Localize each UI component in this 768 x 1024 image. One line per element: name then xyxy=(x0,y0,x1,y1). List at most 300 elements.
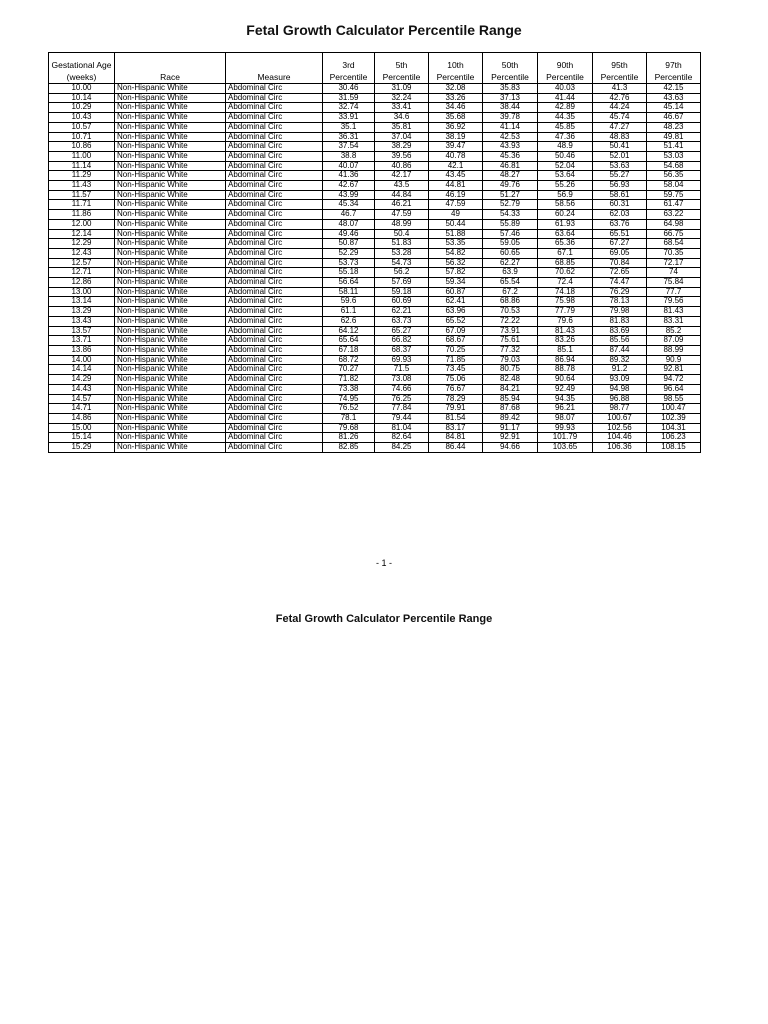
table-cell: Non-Hispanic White xyxy=(115,316,226,326)
table-cell: 38.29 xyxy=(375,142,429,152)
table-cell: 59.6 xyxy=(323,297,375,307)
table-cell: 63.96 xyxy=(429,307,483,317)
table-cell: 62.03 xyxy=(593,210,647,220)
table-cell: Abdominal Circ xyxy=(226,258,323,268)
table-cell: 45.34 xyxy=(323,200,375,210)
table-cell: 74 xyxy=(647,268,701,278)
table-row xyxy=(49,84,701,94)
table-cell: 12.86 xyxy=(49,278,115,288)
table-cell: 70.27 xyxy=(323,365,375,375)
table-row xyxy=(49,413,701,423)
table-cell: 60.31 xyxy=(593,200,647,210)
table-cell: Non-Hispanic White xyxy=(115,404,226,414)
table-cell: 54.33 xyxy=(483,210,538,220)
table-cell: 62.21 xyxy=(375,307,429,317)
table-cell: 52.01 xyxy=(593,151,647,161)
table-cell: 59.05 xyxy=(483,239,538,249)
table-cell: Non-Hispanic White xyxy=(115,122,226,132)
table-cell: 96.21 xyxy=(538,404,593,414)
table-row xyxy=(49,200,701,210)
table-cell: 13.86 xyxy=(49,345,115,355)
table-cell: 72.4 xyxy=(538,278,593,288)
table-cell: 52.29 xyxy=(323,248,375,258)
table-cell: 50.46 xyxy=(538,151,593,161)
table-cell: 73.08 xyxy=(375,375,429,385)
table-cell: 35.81 xyxy=(375,122,429,132)
table-cell: Abdominal Circ xyxy=(226,248,323,258)
table-cell: 79.03 xyxy=(483,355,538,365)
table-cell: 43.93 xyxy=(483,142,538,152)
table-cell: 68.85 xyxy=(538,258,593,268)
table-cell: 83.69 xyxy=(593,326,647,336)
table-cell: Non-Hispanic White xyxy=(115,84,226,94)
table-cell: 76.29 xyxy=(593,287,647,297)
table-cell: 41.14 xyxy=(483,122,538,132)
table-cell: 12.00 xyxy=(49,219,115,229)
table-row xyxy=(49,278,701,288)
table-cell: 13.43 xyxy=(49,316,115,326)
table-cell: 46.81 xyxy=(483,161,538,171)
table-cell: Abdominal Circ xyxy=(226,151,323,161)
table-cell: 44.24 xyxy=(593,103,647,113)
table-cell: 12.71 xyxy=(49,268,115,278)
table-cell: Abdominal Circ xyxy=(226,316,323,326)
table-cell: 43.63 xyxy=(647,93,701,103)
table-cell: 98.07 xyxy=(538,413,593,423)
column-header: 95th Percentile xyxy=(593,53,647,84)
table-cell: 33.91 xyxy=(323,113,375,123)
table-cell: 69.93 xyxy=(375,355,429,365)
table-cell: 76.52 xyxy=(323,404,375,414)
table-cell: 72.17 xyxy=(647,258,701,268)
table-cell: Non-Hispanic White xyxy=(115,336,226,346)
table-cell: 46.7 xyxy=(323,210,375,220)
table-cell: Non-Hispanic White xyxy=(115,345,226,355)
table-cell: Abdominal Circ xyxy=(226,297,323,307)
table-cell: 100.47 xyxy=(647,404,701,414)
table-cell: 89.42 xyxy=(483,413,538,423)
table-cell: 68.67 xyxy=(429,336,483,346)
table-cell: 65.27 xyxy=(375,326,429,336)
table-cell: Abdominal Circ xyxy=(226,336,323,346)
table-cell: 60.87 xyxy=(429,287,483,297)
table-cell: 62.41 xyxy=(429,297,483,307)
table-cell: 11.86 xyxy=(49,210,115,220)
table-cell: 79.56 xyxy=(647,297,701,307)
table-cell: Abdominal Circ xyxy=(226,122,323,132)
table-cell: 53.03 xyxy=(647,151,701,161)
table-cell: 45.74 xyxy=(593,113,647,123)
table-cell: 48.23 xyxy=(647,122,701,132)
table-cell: 77.84 xyxy=(375,404,429,414)
table-cell: 92.49 xyxy=(538,384,593,394)
table-cell: 85.94 xyxy=(483,394,538,404)
table-cell: 70.25 xyxy=(429,345,483,355)
table-cell: 13.57 xyxy=(49,326,115,336)
table-cell: Non-Hispanic White xyxy=(115,103,226,113)
table-cell: 68.37 xyxy=(375,345,429,355)
table-cell: 49.81 xyxy=(647,132,701,142)
table-cell: 45.14 xyxy=(647,103,701,113)
table-row xyxy=(49,423,701,433)
table-cell: 47.59 xyxy=(429,200,483,210)
table-cell: 101.79 xyxy=(538,433,593,443)
table-cell: 90.64 xyxy=(538,375,593,385)
table-cell: 83.26 xyxy=(538,336,593,346)
table-cell: 106.23 xyxy=(647,433,701,443)
table-cell: 48.99 xyxy=(375,219,429,229)
table-cell: 49.76 xyxy=(483,181,538,191)
table-cell: 11.57 xyxy=(49,190,115,200)
table-cell: Non-Hispanic White xyxy=(115,93,226,103)
table-cell: 68.54 xyxy=(647,239,701,249)
table-cell: 86.44 xyxy=(429,443,483,453)
table-cell: 49 xyxy=(429,210,483,220)
table-cell: 10.71 xyxy=(49,132,115,142)
table-cell: 53.64 xyxy=(538,171,593,181)
table-cell: 67.27 xyxy=(593,239,647,249)
table-cell: 53.28 xyxy=(375,248,429,258)
table-cell: 48.27 xyxy=(483,171,538,181)
table-cell: 73.45 xyxy=(429,365,483,375)
table-cell: 12.57 xyxy=(49,258,115,268)
table-cell: 79.44 xyxy=(375,413,429,423)
table-cell: Abdominal Circ xyxy=(226,132,323,142)
table-cell: 37.54 xyxy=(323,142,375,152)
table-cell: Abdominal Circ xyxy=(226,210,323,220)
table-cell: 73.38 xyxy=(323,384,375,394)
table-cell: Abdominal Circ xyxy=(226,365,323,375)
table-cell: 81.43 xyxy=(538,326,593,336)
table-cell: Non-Hispanic White xyxy=(115,365,226,375)
table-cell: 32.08 xyxy=(429,84,483,94)
table-cell: 59.34 xyxy=(429,278,483,288)
table-cell: 77.79 xyxy=(538,307,593,317)
table-cell: Non-Hispanic White xyxy=(115,258,226,268)
table-row xyxy=(49,326,701,336)
table-cell: 78.13 xyxy=(593,297,647,307)
table-cell: Abdominal Circ xyxy=(226,171,323,181)
table-cell: 14.29 xyxy=(49,375,115,385)
table-row xyxy=(49,384,701,394)
table-cell: 51.41 xyxy=(647,142,701,152)
table-cell: 65.54 xyxy=(483,278,538,288)
column-header: 10th Percentile xyxy=(429,53,483,84)
table-cell: 60.24 xyxy=(538,210,593,220)
table-cell: 75.61 xyxy=(483,336,538,346)
table-cell: 65.51 xyxy=(593,229,647,239)
table-cell: 51.27 xyxy=(483,190,538,200)
table-cell: 53.73 xyxy=(323,258,375,268)
table-cell: 42.76 xyxy=(593,93,647,103)
table-cell: 48.83 xyxy=(593,132,647,142)
table-cell: 14.71 xyxy=(49,404,115,414)
table-cell: 55.89 xyxy=(483,219,538,229)
table-cell: 78.29 xyxy=(429,394,483,404)
table-cell: 74.18 xyxy=(538,287,593,297)
table-cell: 42.67 xyxy=(323,181,375,191)
table-row xyxy=(49,316,701,326)
table-cell: 75.84 xyxy=(647,278,701,288)
table-cell: 92.91 xyxy=(483,433,538,443)
table-cell: 48.07 xyxy=(323,219,375,229)
table-cell: 63.64 xyxy=(538,229,593,239)
table-cell: 58.61 xyxy=(593,190,647,200)
table-cell: 69.05 xyxy=(593,248,647,258)
table-cell: 50.87 xyxy=(323,239,375,249)
table-cell: 41.36 xyxy=(323,171,375,181)
table-cell: Non-Hispanic White xyxy=(115,394,226,404)
table-cell: 45.85 xyxy=(538,122,593,132)
table-cell: Abdominal Circ xyxy=(226,268,323,278)
table-cell: 50.4 xyxy=(375,229,429,239)
table-cell: 12.29 xyxy=(49,239,115,249)
table-cell: 94.35 xyxy=(538,394,593,404)
table-cell: 33.26 xyxy=(429,93,483,103)
table-cell: 81.26 xyxy=(323,433,375,443)
table-row xyxy=(49,365,701,375)
table-cell: 67.18 xyxy=(323,345,375,355)
table-cell: Non-Hispanic White xyxy=(115,161,226,171)
table-cell: 91.17 xyxy=(483,423,538,433)
table-cell: 61.1 xyxy=(323,307,375,317)
table-cell: Abdominal Circ xyxy=(226,200,323,210)
table-cell: 32.74 xyxy=(323,103,375,113)
table-cell: 58.04 xyxy=(647,181,701,191)
table-cell: Non-Hispanic White xyxy=(115,113,226,123)
percentile-table xyxy=(48,52,701,453)
table-cell: 61.93 xyxy=(538,219,593,229)
column-header: 97th Percentile xyxy=(647,53,701,84)
table-cell: 58.11 xyxy=(323,287,375,297)
table-cell: 46.19 xyxy=(429,190,483,200)
table-cell: 70.53 xyxy=(483,307,538,317)
table-row xyxy=(49,355,701,365)
table-cell: 94.72 xyxy=(647,375,701,385)
table-cell: Non-Hispanic White xyxy=(115,210,226,220)
table-cell: 80.75 xyxy=(483,365,538,375)
table-cell: 36.92 xyxy=(429,122,483,132)
table-cell: 72.22 xyxy=(483,316,538,326)
table-cell: Abdominal Circ xyxy=(226,190,323,200)
table-cell: 79.91 xyxy=(429,404,483,414)
table-cell: 81.54 xyxy=(429,413,483,423)
table-cell: 81.43 xyxy=(647,307,701,317)
table-row xyxy=(49,248,701,258)
table-row xyxy=(49,345,701,355)
table-cell: 10.29 xyxy=(49,103,115,113)
table-cell: Non-Hispanic White xyxy=(115,229,226,239)
table-cell: 43.99 xyxy=(323,190,375,200)
table-cell: 67.1 xyxy=(538,248,593,258)
table-cell: 94.98 xyxy=(593,384,647,394)
table-cell: 34.6 xyxy=(375,113,429,123)
table-cell: 82.48 xyxy=(483,375,538,385)
table-cell: 42.15 xyxy=(647,84,701,94)
table-row xyxy=(49,171,701,181)
table-cell: 38.8 xyxy=(323,151,375,161)
table-row xyxy=(49,219,701,229)
table-cell: 39.47 xyxy=(429,142,483,152)
table-cell: 100.67 xyxy=(593,413,647,423)
table-cell: 58.56 xyxy=(538,200,593,210)
table-cell: 62.27 xyxy=(483,258,538,268)
table-cell: 43.45 xyxy=(429,171,483,181)
table-cell: 32.24 xyxy=(375,93,429,103)
table-cell: 76.25 xyxy=(375,394,429,404)
table-cell: 10.86 xyxy=(49,142,115,152)
table-cell: 54.73 xyxy=(375,258,429,268)
table-cell: 66.82 xyxy=(375,336,429,346)
table-cell: 42.17 xyxy=(375,171,429,181)
table-cell: Abdominal Circ xyxy=(226,181,323,191)
table-cell: Abdominal Circ xyxy=(226,103,323,113)
table-cell: 42.89 xyxy=(538,103,593,113)
table-cell: Non-Hispanic White xyxy=(115,278,226,288)
table-cell: 73.91 xyxy=(483,326,538,336)
table-cell: Abdominal Circ xyxy=(226,287,323,297)
table-cell: 74.66 xyxy=(375,384,429,394)
table-cell: 52.04 xyxy=(538,161,593,171)
column-header: Measure xyxy=(226,53,323,84)
table-row xyxy=(49,190,701,200)
table-cell: 82.85 xyxy=(323,443,375,453)
table-cell: Non-Hispanic White xyxy=(115,132,226,142)
column-header: 3rd Percentile xyxy=(323,53,375,84)
table-cell: 64.12 xyxy=(323,326,375,336)
table-cell: 84.25 xyxy=(375,443,429,453)
table-cell: 71.5 xyxy=(375,365,429,375)
column-header: 5th Percentile xyxy=(375,53,429,84)
table-cell: 55.18 xyxy=(323,268,375,278)
table-cell: 85.56 xyxy=(593,336,647,346)
table-row xyxy=(49,375,701,385)
table-cell: 68.72 xyxy=(323,355,375,365)
table-cell: Non-Hispanic White xyxy=(115,355,226,365)
table-cell: 11.00 xyxy=(49,151,115,161)
table-row xyxy=(49,239,701,249)
table-cell: 11.14 xyxy=(49,161,115,171)
table-cell: Non-Hispanic White xyxy=(115,287,226,297)
table-cell: 93.09 xyxy=(593,375,647,385)
table-row xyxy=(49,122,701,132)
table-cell: Abdominal Circ xyxy=(226,307,323,317)
table-cell: 71.82 xyxy=(323,375,375,385)
table-cell: 98.77 xyxy=(593,404,647,414)
table-cell: 88.99 xyxy=(647,345,701,355)
table-cell: Non-Hispanic White xyxy=(115,307,226,317)
table-cell: Abdominal Circ xyxy=(226,433,323,443)
table-row xyxy=(49,161,701,171)
table-cell: 81.04 xyxy=(375,423,429,433)
table-cell: 51.88 xyxy=(429,229,483,239)
table-cell: 68.86 xyxy=(483,297,538,307)
table-cell: 65.52 xyxy=(429,316,483,326)
table-cell: 14.14 xyxy=(49,365,115,375)
table-cell: 92.81 xyxy=(647,365,701,375)
table-cell: 83.31 xyxy=(647,316,701,326)
table-cell: 15.29 xyxy=(49,443,115,453)
table-cell: 63.9 xyxy=(483,268,538,278)
table-cell: 50.44 xyxy=(429,219,483,229)
table-cell: 44.84 xyxy=(375,190,429,200)
table-cell: 42.53 xyxy=(483,132,538,142)
table-cell: 47.36 xyxy=(538,132,593,142)
table-cell: 70.35 xyxy=(647,248,701,258)
table-cell: 50.41 xyxy=(593,142,647,152)
table-row xyxy=(49,394,701,404)
table-cell: 40.03 xyxy=(538,84,593,94)
table-row xyxy=(49,443,701,453)
page-number: - 1 - xyxy=(375,558,392,568)
table-cell: Non-Hispanic White xyxy=(115,200,226,210)
table-cell: 11.71 xyxy=(49,200,115,210)
table-cell: 87.68 xyxy=(483,404,538,414)
table-cell: Abdominal Circ xyxy=(226,239,323,249)
table-cell: 99.93 xyxy=(538,423,593,433)
table-cell: 37.04 xyxy=(375,132,429,142)
table-cell: 13.00 xyxy=(49,287,115,297)
table-cell: 64.98 xyxy=(647,219,701,229)
table-cell: 104.46 xyxy=(593,433,647,443)
table-cell: 13.29 xyxy=(49,307,115,317)
table-cell: 65.64 xyxy=(323,336,375,346)
table-cell: Non-Hispanic White xyxy=(115,151,226,161)
table-cell: 74.47 xyxy=(593,278,647,288)
table-cell: 75.06 xyxy=(429,375,483,385)
table-cell: 86.94 xyxy=(538,355,593,365)
table-cell: 94.66 xyxy=(483,443,538,453)
table-cell: Non-Hispanic White xyxy=(115,384,226,394)
table-row xyxy=(49,297,701,307)
table-cell: 41.3 xyxy=(593,84,647,94)
table-cell: 15.00 xyxy=(49,423,115,433)
table-cell: Abdominal Circ xyxy=(226,355,323,365)
table-row xyxy=(49,258,701,268)
table-cell: 67.2 xyxy=(483,287,538,297)
table-cell: 54.68 xyxy=(647,161,701,171)
table-cell: 14.43 xyxy=(49,384,115,394)
table-cell: Non-Hispanic White xyxy=(115,413,226,423)
table-cell: 53.63 xyxy=(593,161,647,171)
table-cell: 39.56 xyxy=(375,151,429,161)
table-cell: 55.26 xyxy=(538,181,593,191)
table-row xyxy=(49,113,701,123)
table-cell: 63.76 xyxy=(593,219,647,229)
table-cell: 77.32 xyxy=(483,345,538,355)
table-cell: 87.44 xyxy=(593,345,647,355)
table-cell: Abdominal Circ xyxy=(226,93,323,103)
table-cell: Non-Hispanic White xyxy=(115,181,226,191)
table-cell: 57.69 xyxy=(375,278,429,288)
table-cell: 83.17 xyxy=(429,423,483,433)
table-cell: 87.09 xyxy=(647,336,701,346)
table-row xyxy=(49,433,701,443)
table-cell: Non-Hispanic White xyxy=(115,326,226,336)
table-cell: 47.59 xyxy=(375,210,429,220)
table-cell: 89.32 xyxy=(593,355,647,365)
table-cell: 43.5 xyxy=(375,181,429,191)
table-cell: 46.67 xyxy=(647,113,701,123)
table-cell: Abdominal Circ xyxy=(226,219,323,229)
table-cell: 71.85 xyxy=(429,355,483,365)
table-cell: Abdominal Circ xyxy=(226,326,323,336)
table-cell: 79.68 xyxy=(323,423,375,433)
table-cell: 102.39 xyxy=(647,413,701,423)
table-row xyxy=(49,287,701,297)
table-cell: 67.09 xyxy=(429,326,483,336)
table-cell: Non-Hispanic White xyxy=(115,190,226,200)
